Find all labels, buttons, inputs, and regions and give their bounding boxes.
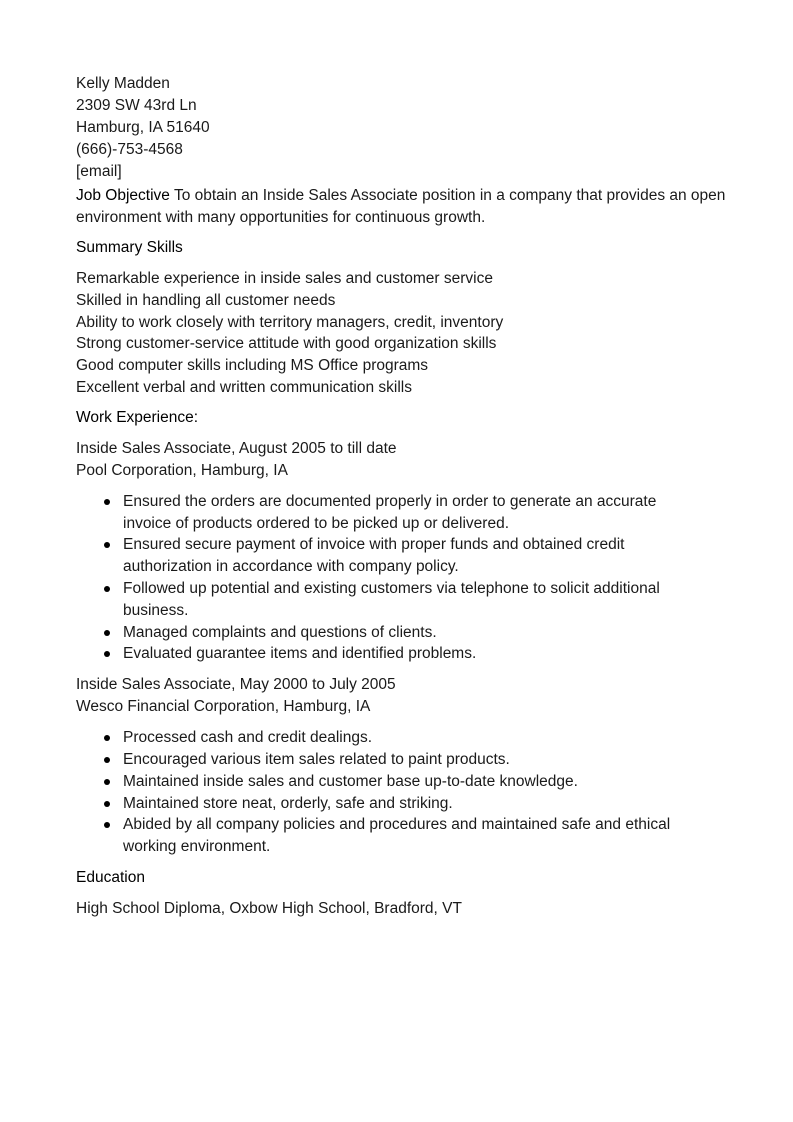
job-entry (76, 438, 726, 665)
summary-skills-list (76, 268, 726, 399)
job-duty-text: Ensured the orders are documented properly in order to generate an accurate invoice of products ordered to be picked up or delivered. (123, 492, 657, 532)
contact-city: Hamburg, IA 51640 (76, 119, 210, 136)
bullet-icon (104, 630, 110, 636)
skill-item: Remarkable experience in inside sales and customer service (76, 270, 493, 287)
education-entry: High School Diploma, Oxbow High School, Bradford, VT (76, 899, 462, 917)
education-heading: Education (76, 868, 145, 886)
bullet-icon (104, 499, 110, 505)
job-objective-label: Job Objective (76, 187, 170, 204)
job-duty (76, 814, 683, 858)
bullet-icon (104, 735, 110, 741)
work-experience-heading: Work Experience: (76, 408, 199, 426)
bullet-icon (104, 757, 110, 763)
job-title: Inside Sales Associate, August 2005 to till date (76, 439, 397, 457)
job-company: Wesco Financial Corporation, Hamburg, IA (76, 698, 371, 716)
job-company: Pool Corporation, Hamburg, IA (76, 461, 288, 479)
job-objective-text: To obtain an Inside Sales Associate position in a company that provides an open environment with many opportunities for continuous growth. (76, 187, 726, 226)
bullet-icon (104, 651, 110, 657)
job-duty (76, 534, 683, 578)
job-duty (76, 771, 683, 793)
job-duty (76, 491, 683, 535)
job-duty (76, 643, 683, 665)
skill-item: Skilled in handling all customer needs (76, 291, 336, 309)
bullet-icon (104, 822, 110, 828)
job-duty-text: Ensured secure payment of invoice with proper funds and obtained credit authorization in accordance with company policy. (123, 536, 625, 576)
job-entry (76, 674, 726, 858)
job-duties-list (76, 727, 726, 858)
bullet-icon (104, 779, 110, 785)
contact-name: Kelly Madden (76, 75, 170, 92)
skill-item: Ability to work closely with territory managers, credit, inventory (76, 313, 504, 331)
skill-item: Strong customer-service attitude with good organization skills (76, 335, 497, 353)
job-duty-text: Maintained store neat, orderly, safe and striking. (123, 794, 453, 812)
skill-item: Good computer skills including MS Office programs (76, 357, 429, 375)
job-duty (76, 727, 683, 749)
bullet-icon (104, 542, 110, 548)
job-duty-text: Encouraged various item sales related to paint products. (123, 750, 510, 768)
job-duty-text: Processed cash and credit dealings. (123, 729, 373, 747)
job-duty (76, 578, 683, 622)
skill-item: Excellent verbal and written communication skills (76, 378, 412, 396)
job-title: Inside Sales Associate, May 2000 to July 2005 (76, 676, 396, 694)
bullet-icon (104, 801, 110, 807)
job-duty-text: Managed complaints and questions of clients. (123, 623, 437, 641)
contact-address: 2309 SW 43rd Ln (76, 97, 197, 114)
contact-phone: (666)-753-4568 (76, 141, 183, 158)
summary-skills-heading: Summary Skills (76, 239, 183, 256)
job-duty (76, 793, 683, 815)
job-objective (76, 185, 726, 229)
job-duty (76, 622, 683, 644)
job-duty-text: Abided by all company policies and procedures and maintained safe and ethical working environment. (123, 816, 671, 856)
job-duties-list (76, 491, 726, 665)
job-duty-text: Followed up potential and existing customers via telephone to solicit additional business. (123, 579, 660, 619)
contact-block (76, 73, 726, 183)
resume-document (76, 73, 726, 920)
job-duty (76, 749, 683, 771)
job-duty-text: Evaluated guarantee items and identified problems. (123, 645, 477, 663)
job-duty-text: Maintained inside sales and customer base up-to-date knowledge. (123, 772, 578, 790)
contact-email: [email] (76, 163, 122, 180)
bullet-icon (104, 586, 110, 592)
